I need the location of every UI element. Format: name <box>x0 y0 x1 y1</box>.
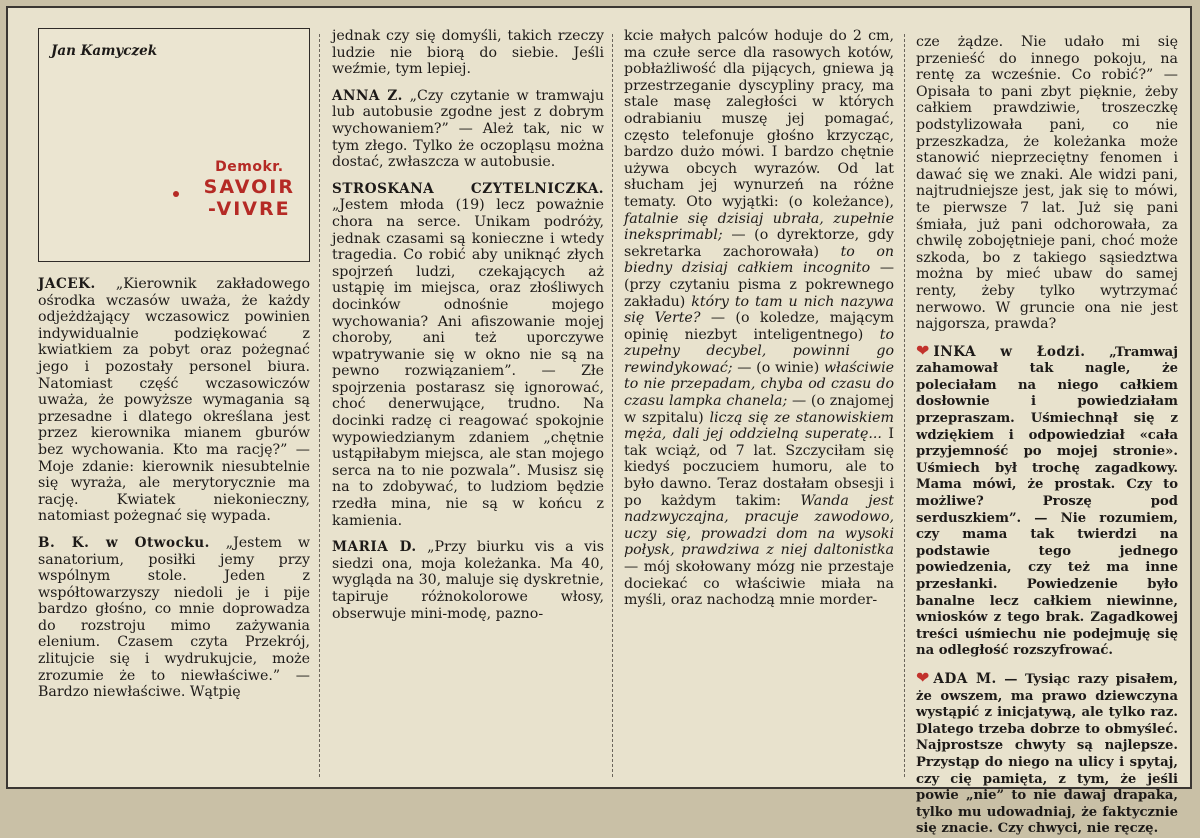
rubric-line-1: SAVOIR <box>203 175 295 198</box>
column-divider <box>319 34 320 777</box>
letter-inka-lodz <box>916 340 1178 660</box>
text-run: I tak wciąż, od 7 lat. Szczyciłam się kiedyś poczuciem humoru, ale to było dawno. Teraz dostałam obsesji i po każdym takim: <box>624 426 894 509</box>
quote-run: Wanda jest nadzwyczajna, pracuje zawodowo, uczy się, prowadzi dom na wysoki połysk, prawdziwa z niej daltonistka <box>624 492 894 559</box>
letter-text: „Kierownik zakładowego ośrodka wczasów uważa, że każdy odjeżdżający wczasowicz powinien indywidualnie podziękować z kwiatkiem za pobyt oraz pożegnać jego i pozostały personel biura. Natomiast część wczasowiczów uważa, że powyższe wymagania są przesadne i dlatego określana jest przez kierownika mianem gburów bez wychowania. Kto ma rację?” — Moje zdanie: kierownik niesubtelnie się wyraża, ale merytorycznie ma rację. Kwiatek niekonieczny, natomiast pożegnać się wypada. <box>38 276 310 525</box>
letter-signature: STROSKANA CZYTELNICZKA. <box>332 180 604 197</box>
rubric-small: Demokr. <box>215 159 284 175</box>
answer-continuation: jednak czy się domyśli, takich rzeczy ludzie nie biorą do siebie. Jeśli weźmie, tym lepiej. <box>332 28 604 78</box>
quote-run: właściwie to nie przepadam, chyba od czasu do czasu lampka chanela; <box>624 359 894 410</box>
column-2 <box>332 28 604 779</box>
column-4 <box>916 34 1178 837</box>
quote-run: liczą się ze stanowiskiem męża, dali jej oddzielną superatę... <box>624 409 894 443</box>
letter-bk-otwock <box>38 535 310 701</box>
letter-signature: JACEK. <box>38 276 96 292</box>
quote-run: to zupełny decybel, powinni go rewindykować; <box>624 326 894 376</box>
letter-ada-m <box>916 667 1178 838</box>
heart-icon: ❤ <box>916 667 930 687</box>
column-rubric <box>204 159 295 220</box>
letter-text: „Jestem młoda (19) lecz poważnie chora na serce. Unikam podróży, jednak czasami są konieczne i wtedy tragedia. Co robić aby uniknąć złych spojrzeń ludzi, czekających aż ustąpię im miejsca, oraz złośliwych docinków odnośnie mojego wychowania? Ani afiszowanie mojej choroby, ani też uporczywe wpatrywanie się w okno nie są na pewno rozwiązaniem”. — Złe spojrzenia postarasz się ignorować, choć denerwujące, trudno. Na docinki radzę ci reagować spokojnie wypowiedzianym zdaniem „chętnie ustąpiłabym miejsca, ale stan mojego serca na to nie pozwala”. Musisz się na to zdobywać, to ludziom będzie rzedła mina, nie są w końcu z kamienia. <box>332 197 604 529</box>
text-run: — (przy czytaniu pisma z pokrewnego zakładu) <box>624 260 895 310</box>
letter-signature: ADA M. <box>933 670 997 687</box>
heart-icon: ❤ <box>916 340 930 360</box>
letter-signature: INKA w Łodzi. <box>933 343 1086 360</box>
header-box <box>38 28 310 262</box>
letter-jacek <box>38 276 310 525</box>
quote-run: który to tam u nich nazywa się Verte? <box>624 293 894 327</box>
letter-text: „Przy biurku vis a vis siedzi ona, moja koleżanka. Ma 40, wygląda na 30, maluje się dyskretnie, tapiruje różnokolorowe włosy, obserwuje mini-modę, pazno- <box>332 539 604 622</box>
answer-maria-d: cze żądze. Nie udało mi się przenieść do innego pokoju, na rentę za wcześnie. Co robić?” — Opisała to pani zbyt pięknie, żeby całkiem prawdziwie, troszeczkę podstylizowała pani, co nie przeszkadza, że koleżanka może stanowić nieprzeciętny fenomen i dawać się we znaki. Ale widzi pani, najtrudniejsze jest, jak się to mówi, te pierwsze 7 lat. Już się pani śmiała, już pani odchorowała, za chwilę zobojętnieje pani, choć może szkoda, bo z takiego sąsiedztwa można by mieć ubaw do samej renty, żeby tylko wytrzymać nerwowo. W gruncie ona nie jest najgorsza, prawda? <box>916 34 1178 333</box>
text-run: — mój skołowany mózg nie przestaje dociekać co właściwie miała na myśli, oraz nachodzą mnie morder- <box>624 559 894 609</box>
letter-anna-z <box>332 88 604 171</box>
quote-run: fatalnie się dzisiaj ubrała, zupełnie ineksprimabl; <box>624 210 894 244</box>
text-run: — (o winie) <box>732 359 824 376</box>
author-name: Jan Kamyczek <box>51 43 158 59</box>
text-run: — (o dyrektorze, gdy sekretarka zachorowała) <box>624 227 894 260</box>
letter-text: — Tysiąc razy pisałem, że owszem, ma prawo dziewczyna wystąpić z inicjatywą, ale tylko raz. Dlatego trzeba dobrze to obmyśleć. Najprostsze chwyty są najlepsze. Przystąp do niego na ulicy i spytaj, czy cię pamięta, z tym, że jeśli powie „nie” to nie dawaj drapaka, tylko mu udowadniaj, że faktycznie się znacie. Czy chwyci, nie ręczę. <box>916 671 1178 837</box>
quote-run: to on biedny dzisiaj całkiem incognito <box>624 243 894 277</box>
letter-signature: ANNA Z. <box>332 87 403 104</box>
column-divider <box>612 34 613 777</box>
letter-maria-d-continued <box>624 28 894 609</box>
letter-text: „Czy czytanie w tramwaju lub autobusie zgodne jest z dobrym wychowaniem?” — Ależ tak, nic w tym złego. Tylko że oczopląsu można dostać, zwłaszcza w autobusie. <box>332 87 604 171</box>
column-1 <box>38 28 310 779</box>
text-run: — (o koledze, mającym opinię niezbyt inteligentnego) <box>624 310 894 343</box>
letter-signature: B. K. w Otwocku. <box>38 534 210 551</box>
column-divider <box>904 34 905 777</box>
letter-maria-d <box>332 539 604 622</box>
column-3 <box>624 28 894 779</box>
letter-signature: MARIA D. <box>332 539 417 556</box>
magazine-page <box>6 6 1192 837</box>
bullet-icon <box>173 191 179 197</box>
text-run: kcie małych palców hoduje do 2 cm, ma czułe serce dla rasowych kotów, pobłażliwość dla pijących, gniewa ją przestrzeganie dyscypliny pracy, ma stale masę zaległości w których odrabianiu muszę jej pomagać, często telefonuje głośno krzycząc, bardzo dużo mówi. I bardzo chętnie używa obcych wyrazów. Od lat słucham jej wynurzeń na różne tematy. Oto wyjątki: (o koleżance), <box>624 28 894 210</box>
letter-stroskana <box>332 181 604 529</box>
rubric-line-2: -VIVRE <box>208 197 291 220</box>
letter-text: „Jestem w sanatorium, posiłki jemy przy wspólnym stole. Jeden z współtowarzyszy niedoli je i pije bardzo głośno, co mnie doprowadza do rozstroju mimo zażywania elenium. Czasem czyta Przekrój, zlitujcie się i wydrukujcie, może zrozumie że to niewłaściwe.” — Bardzo niewłaściwe. Wątpię <box>38 534 310 701</box>
text-run: — (o znajomej w szpitalu) <box>624 393 894 426</box>
letter-text: „Tramwaj zahamował tak nagle, że poleciałam na niego całkiem dosłownie i powiedziałam przepraszam. Uśmiechnął się z wdziękiem i odpowiedział «cała przyjemność po mojej stronie». Uśmiech był trochę zagadkowy. Mama mówi, że prostak. Czy to możliwe? Proszę pod serduszkiem”. — Nie rozumiem, czy mama tak twierdzi na podstawie tego jednego powiedzenia, czy też ma inne przesłanki. Powiedzenie było banalne lecz całkiem niewinne, wniosków z tego brak. Zagadkowej treści uśmiechu nie podejmuję się na odległość rozszyfrować. <box>916 344 1178 659</box>
